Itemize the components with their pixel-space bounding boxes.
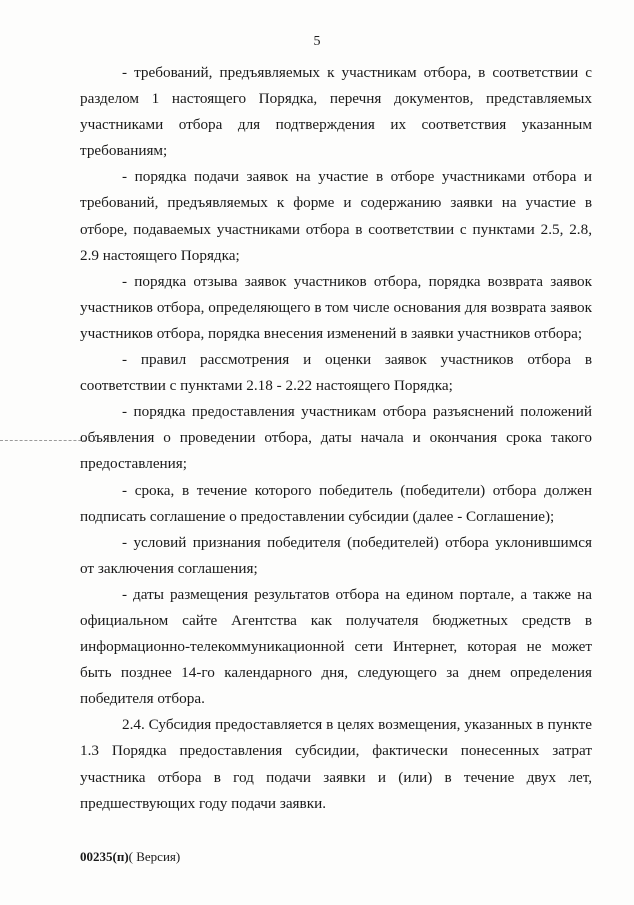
paragraph-application-submission: - порядка подачи заявок на участие в отборе участниками отбора и требований, предъявляемых к форме и содержанию заявки на участие в отборе, подаваемых участниками отбора в соответствии с пунктами 2.5, 2.8, 2.9 настоящего Порядка; <box>80 168 592 264</box>
document-footer <box>80 849 180 865</box>
paragraph-review-rules: - правил рассмотрения и оценки заявок участников отбора в соответствии с пунктами 2.18 - 2.22 настоящего Порядка; <box>80 351 592 395</box>
page-number: 5 <box>313 34 321 49</box>
paragraph-results-publication: - даты размещения результатов отбора на едином портале, а также на официальном сайте Агентства как получателя бюджетных средств в информационно-телекоммуникационной сети Интернет, которая не может быть позднее 14-го календарного дня, следующего за днем определения победителя отбора. <box>80 585 592 708</box>
paragraph-clarifications: - порядка предоставления участникам отбора разъяснений положений объявления о проведении отбора, даты начала и окончания срока такого предоставления; <box>80 403 592 473</box>
paragraph-application-withdrawal: - порядка отзыва заявок участников отбора, порядка возврата заявок участников отбора, определяющего в том числе основания для возврата заявок участников отбора, порядка внесения изменений в заявки участников отбора; <box>80 272 592 342</box>
paragraph-agreement-deadline: - срока, в течение которого победитель (победители) отбора должен подписать соглашение о предоставлении субсидии (далее - Соглашение); <box>80 481 592 525</box>
paragraph-requirements: - требований, предъявляемых к участникам отбора, в соответствии с разделом 1 настоящего Порядка, перечня документов, представляемых участниками отбора для подтверждения их соответствия указанным требованиям; <box>80 64 592 160</box>
paragraph-evasion-conditions: - условий признания победителя (победителей) отбора уклонившимся от заключения соглашения; <box>80 533 592 577</box>
document-code: 00235(п) <box>80 849 129 864</box>
document-version: ( Версия) <box>128 849 181 864</box>
paragraph-section-2-4: 2.4. Субсидия предоставляется в целях возмещения, указанных в пункте 1.3 Порядка предоставления субсидии, фактически понесенных затрат участника отбора в год подачи заявки и (или) в течение двух лет, предшествующих году подачи заявки. <box>80 716 592 812</box>
document-body <box>80 60 592 817</box>
